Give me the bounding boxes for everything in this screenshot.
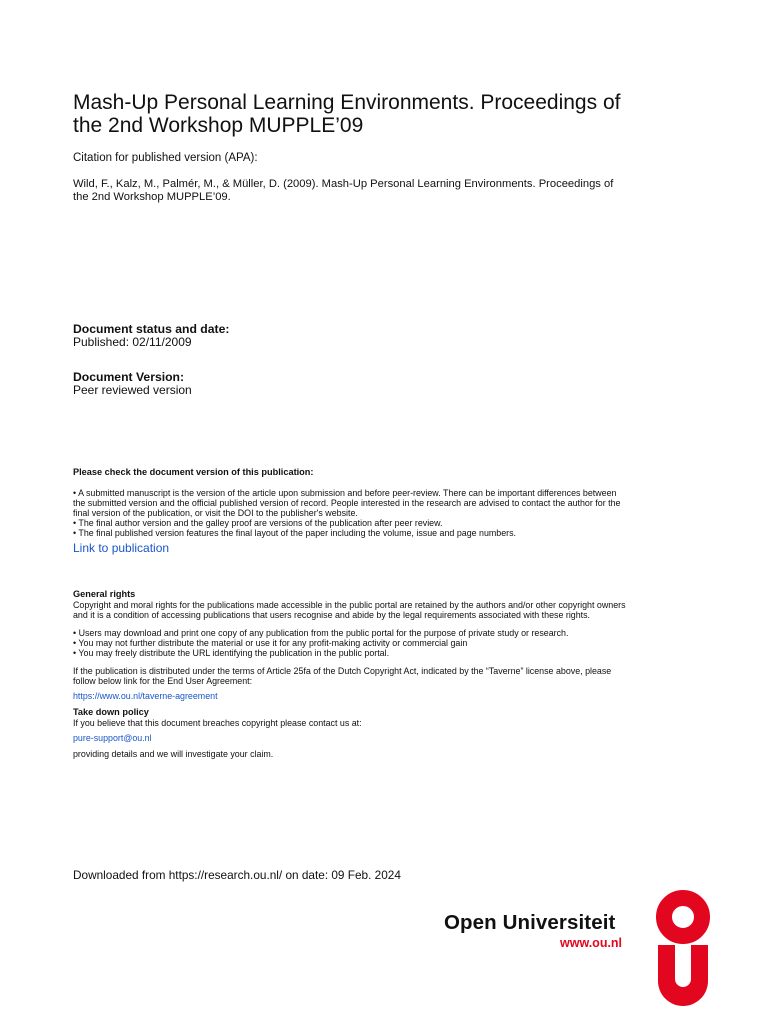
status-value: Published: 02/11/2009 [73, 335, 192, 349]
check-line: final version of the publication, or visit the DOI to the publisher's website. [73, 508, 358, 518]
rights-bullet: • You may freely distribute the URL identifying the publication in the public portal. [73, 648, 390, 658]
general-rights-section [73, 589, 723, 759]
version-heading: Document Version: [73, 370, 185, 384]
rights-bullet: • Users may download and print one copy of any publication from the public portal for the purpose of private study or research. [73, 628, 569, 638]
check-line: • The final published version features the final layout of the paper including the volume, issue and page numbers. [73, 528, 517, 538]
check-notes [73, 488, 723, 538]
check-line: the submitted version and the official published version of record. People interested in the research are advised to contact the author for the [73, 498, 621, 508]
rights-bullet: • You may not further distribute the material or use it for any profit-making activity or commercial gain [73, 638, 468, 648]
citation-line: the 2nd Workshop MUPPLE’09. [73, 191, 231, 203]
ou-logo-icon [655, 889, 711, 1014]
closing-text: providing details and we will investigate your claim. [73, 749, 274, 759]
check-line: • A submitted manuscript is the version of the article upon submission and before peer-review. There can be important differences between [73, 488, 617, 498]
takedown-heading: Take down policy [73, 707, 149, 717]
document-title [73, 91, 713, 137]
check-heading: Please check the document version of this publication: [73, 467, 314, 477]
title-line: the 2nd Workshop MUPPLE’09 [73, 114, 364, 137]
status-heading: Document status and date: [73, 322, 230, 336]
contact-email-link[interactable]: pure-support@ou.nl [73, 733, 152, 743]
license-line: If the publication is distributed under the terms of Article 25fa of the Dutch Copyright Act, indicated by the “Taverne” license above, please [73, 666, 612, 676]
rights-text-line: Copyright and moral rights for the publications made accessible in the public portal are retained by the authors and/or other copyright owners [73, 600, 626, 610]
version-value: Peer reviewed version [73, 383, 192, 397]
taverne-agreement-link[interactable]: https://www.ou.nl/taverne-agreement [73, 691, 218, 701]
document-version-section [73, 371, 192, 397]
takedown-text: If you believe that this document breaches copyright please contact us at: [73, 718, 362, 728]
logo-url[interactable]: www.ou.nl [560, 936, 623, 950]
license-line: follow below link for the End User Agreement: [73, 676, 253, 686]
document-status-section [73, 323, 229, 349]
link-to-publication[interactable]: Link to publication [73, 541, 170, 555]
rights-heading: General rights [73, 589, 136, 599]
title-line: Mash-Up Personal Learning Environments. Proceedings of [73, 91, 621, 114]
citation-line: Wild, F., Kalz, M., Palmér, M., & Müller, D. (2009). Mash-Up Personal Learning Environments. Proceedings of [73, 178, 614, 190]
citation-label: Citation for published version (APA): [73, 152, 258, 164]
citation-text [73, 178, 723, 204]
download-notice: Downloaded from https://research.ou.nl/ on date: 09 Feb. 2024 [73, 868, 401, 882]
rights-text-line: and it is a condition of accessing publications that users recognise and abide by the legal requirements associated with these rights. [73, 610, 591, 620]
version-check-section [73, 467, 723, 538]
logo-wordmark: Open Universiteit [444, 911, 616, 934]
check-line: • The final author version and the galley proof are versions of the publication after peer review. [73, 518, 443, 528]
